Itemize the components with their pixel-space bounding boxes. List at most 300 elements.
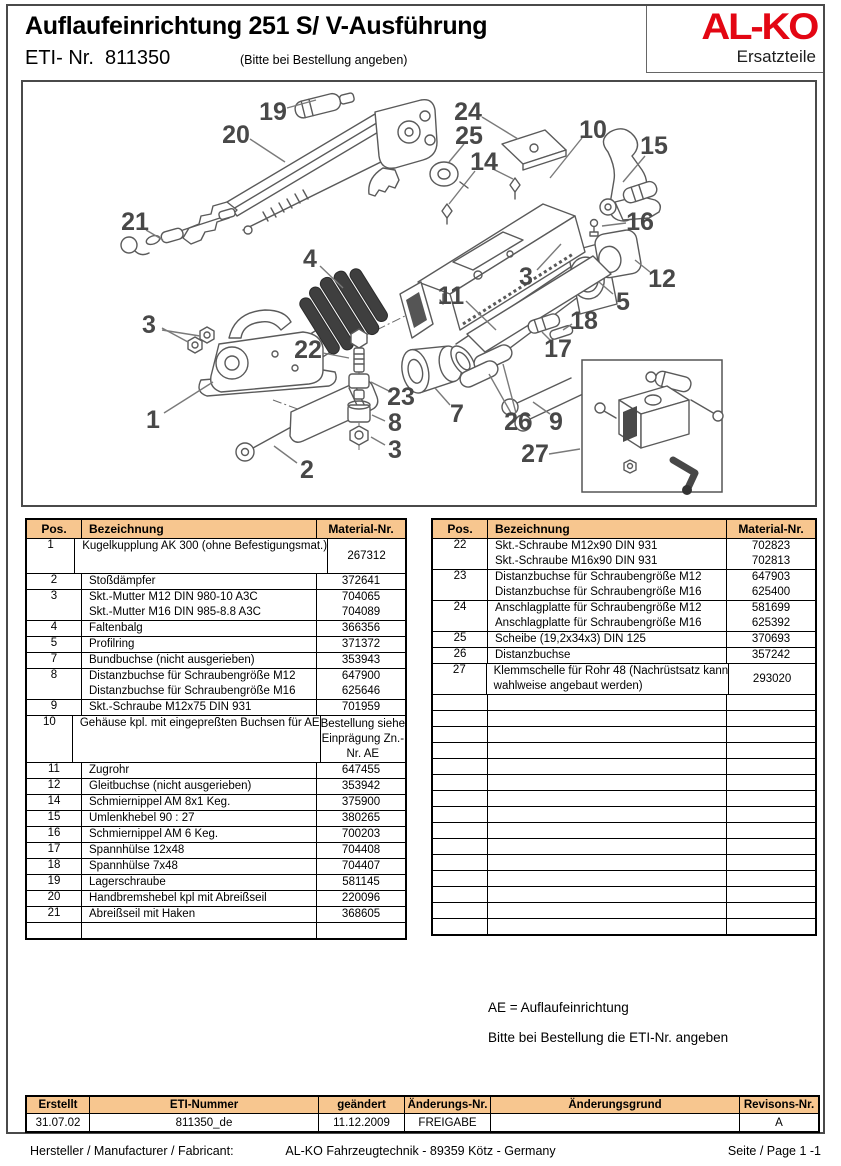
desc-cell: [488, 711, 727, 726]
desc-line: Umlenkhebel 90 : 27: [89, 812, 195, 824]
col-header-pos: Pos.: [433, 520, 488, 538]
material-cell: [727, 807, 815, 822]
callout-leader: [274, 446, 297, 463]
parts-row-empty: [433, 855, 815, 871]
parts-row-empty: [433, 871, 815, 887]
parts-row-empty: [433, 823, 815, 839]
pos-cell: 21: [27, 907, 82, 922]
desc-line: Handbremshebel kpl mit Abreißseil: [89, 892, 267, 904]
desc-cell: [488, 823, 727, 838]
document-page: [6, 4, 825, 1134]
material-cell: [727, 570, 815, 600]
material-line: 700203: [341, 828, 381, 840]
part-handbrake-lever: [183, 100, 437, 244]
material-cell: [317, 859, 405, 874]
material-line: 702813: [751, 555, 791, 567]
parts-row: [433, 601, 815, 632]
pos-cell: [433, 823, 488, 838]
desc-line: wahlweise angebaut werden): [493, 680, 643, 692]
parts-row: [27, 891, 405, 907]
revision-header-cell: Erstellt: [27, 1097, 90, 1113]
exploded-diagram: [23, 82, 815, 505]
desc-line: Scheibe (19,2x34x3) DIN 125: [495, 633, 646, 645]
parts-row: [27, 779, 405, 795]
material-cell: [727, 743, 815, 758]
material-line: 704407: [341, 860, 381, 872]
logo-subtitle: Ersatzteile: [736, 47, 816, 66]
parts-row: [27, 875, 405, 891]
page-title: Auflaufeinrichtung 251 S/ V-Ausführung: [25, 12, 488, 40]
parts-row: [27, 827, 405, 843]
material-cell: [317, 843, 405, 858]
parts-row-empty: [433, 919, 815, 934]
material-cell: [727, 601, 815, 631]
material-cell: [317, 653, 405, 668]
desc-cell: [82, 795, 317, 810]
material-cell: [317, 763, 405, 778]
material-line: 647455: [341, 764, 381, 776]
material-cell: [317, 827, 405, 842]
desc-cell: [488, 539, 727, 569]
material-cell: [317, 891, 405, 906]
parts-row: [27, 637, 405, 653]
material-cell: [727, 887, 815, 902]
revision-table: [25, 1095, 820, 1133]
pos-cell: [433, 807, 488, 822]
material-line: 366356: [341, 622, 381, 634]
desc-line: Spannhülse 12x48: [89, 844, 185, 856]
parts-tables: [25, 518, 821, 942]
alko-logo: AL-KO: [701, 6, 817, 47]
material-cell: [317, 875, 405, 890]
material-cell: [727, 775, 815, 790]
desc-line: Spannhülse 7x48: [89, 860, 178, 872]
parts-row: [27, 590, 405, 621]
callout-25: 25: [455, 122, 483, 150]
material-line: 353942: [341, 780, 381, 792]
material-line: Bestellung siehe: [320, 717, 405, 730]
material-cell: [317, 779, 405, 794]
desc-line: Skt.-Schraube M16x90 DIN 931: [495, 555, 658, 567]
pos-cell: 22: [433, 539, 488, 569]
desc-cell: [82, 923, 317, 938]
pos-cell: 10: [27, 716, 73, 762]
pos-cell: [433, 919, 488, 934]
desc-cell: [82, 779, 317, 794]
part-klemmschelle-inset: [582, 360, 723, 495]
revision-values-cell: 31.07.02: [27, 1114, 90, 1131]
parts-row-empty: [433, 775, 815, 791]
exploded-diagram-box: [21, 80, 817, 507]
parts-table-header: [27, 520, 405, 539]
material-cell: [328, 539, 405, 573]
revision-values-cell: 11.12.2009: [319, 1114, 405, 1131]
callout-11: 11: [437, 282, 465, 310]
part-scheibe: [430, 162, 468, 188]
material-cell: [727, 903, 815, 918]
callout-leader: [602, 223, 626, 226]
footer-company: AL-KO Fahrzeugtechnik - 89359 Kötz - Germany: [285, 1144, 556, 1158]
parts-row-empty: [433, 903, 815, 919]
material-cell: [317, 669, 405, 699]
callout-21: 21: [121, 208, 149, 236]
material-line: Nr. AE: [346, 747, 380, 760]
desc-line: Skt.-Schraube M12x90 DIN 931: [495, 540, 658, 552]
col-header-bezeichnung: Bezeichnung: [82, 520, 317, 538]
revision-header-cell: geändert: [319, 1097, 405, 1113]
pos-cell: [433, 695, 488, 710]
parts-row-empty: [433, 727, 815, 743]
revision-values-cell: A: [775, 1116, 783, 1129]
parts-row-empty: [433, 711, 815, 727]
desc-line: Faltenbalg: [89, 622, 143, 634]
desc-line: Zugrohr: [89, 764, 130, 776]
material-line: 702823: [751, 540, 791, 552]
material-cell: [317, 923, 405, 938]
logo-box: [646, 6, 823, 73]
pos-cell: [433, 855, 488, 870]
parts-row-empty: [433, 887, 815, 903]
desc-cell: [488, 727, 727, 742]
pos-cell: 3: [27, 590, 82, 620]
parts-row: [27, 700, 405, 716]
material-cell: [727, 759, 815, 774]
pos-cell: 26: [433, 648, 488, 663]
parts-row: [27, 653, 405, 669]
parts-row: [27, 621, 405, 637]
pos-cell: 9: [27, 700, 82, 715]
pos-cell: [433, 743, 488, 758]
revision-header-cell: Änderungs-Nr.: [405, 1097, 491, 1113]
material-cell: [321, 716, 405, 762]
revision-header-cell: Revisons-Nr.: [743, 1099, 815, 1111]
material-line: 353943: [341, 654, 381, 666]
callout-10: 10: [579, 116, 607, 144]
callout-leader: [371, 437, 385, 445]
pos-cell: 2: [27, 574, 82, 589]
callout-3: 3: [519, 263, 533, 291]
parts-table-header: [433, 520, 815, 539]
pos-cell: [433, 791, 488, 806]
desc-line: Distanzbuchse für Schraubengröße M12: [495, 571, 702, 583]
material-line: 372641: [341, 575, 381, 587]
material-line: 581145: [342, 876, 380, 888]
pos-cell: 18: [27, 859, 82, 874]
material-line: 704089: [341, 606, 381, 618]
material-cell: [317, 637, 405, 652]
callout-9: 9: [549, 408, 563, 436]
desc-cell: [82, 700, 317, 715]
parts-table-left: [25, 518, 407, 940]
callout-1: 1: [146, 406, 160, 434]
desc-line: Profilring: [89, 638, 135, 650]
pos-cell: 4: [27, 621, 82, 636]
desc-cell: [488, 648, 727, 663]
pos-cell: [433, 727, 488, 742]
desc-cell: [73, 716, 321, 762]
callout-leader: [533, 402, 550, 414]
material-cell: [317, 811, 405, 826]
material-cell: [317, 574, 405, 589]
footer-page: Seite / Page 1 -1: [727, 1144, 821, 1158]
callout-leader: [482, 117, 518, 139]
callout-24: 24: [454, 98, 482, 126]
desc-line: Gehäuse kpl. mit eingepreßten Buchsen für AE: [79, 717, 320, 729]
callout-leader: [435, 388, 450, 405]
parts-row-empty: [433, 791, 815, 807]
desc-line: Klemmschelle für Rohr 48 (Nachrüstsatz kann: [493, 665, 729, 677]
desc-cell: [82, 653, 317, 668]
callout-4: 4: [303, 245, 317, 273]
callout-26: 26: [504, 408, 532, 436]
note-ae: AE = Auflaufeinrichtung: [488, 1000, 629, 1015]
parts-row: [27, 716, 405, 763]
material-line: 370693: [751, 633, 791, 645]
callout-7: 7: [450, 400, 464, 428]
pos-cell: [433, 759, 488, 774]
desc-cell: [82, 621, 317, 636]
material-cell: [727, 711, 815, 726]
desc-cell: [82, 590, 317, 620]
parts-table-right: [431, 518, 817, 936]
desc-line: Distanzbuchse: [495, 649, 571, 661]
desc-cell: [488, 855, 727, 870]
pos-cell: 27: [433, 664, 487, 694]
material-cell: [729, 664, 815, 694]
callout-3: 3: [142, 311, 156, 339]
pos-cell: [433, 839, 488, 854]
material-line: 701959: [341, 701, 381, 713]
pos-cell: 16: [27, 827, 82, 842]
material-cell: [727, 855, 815, 870]
material-cell: [727, 839, 815, 854]
note-order: Bitte bei Bestellung die ETI-Nr. angeben: [488, 1030, 729, 1045]
desc-line: Schmiernippel AM 6 Keg.: [89, 828, 219, 840]
callout-leader: [164, 382, 213, 413]
pos-cell: 8: [27, 669, 82, 699]
parts-row: [27, 539, 405, 574]
material-line: 368605: [341, 908, 381, 920]
parts-row: [27, 843, 405, 859]
part-schmiernippel-16: [590, 220, 598, 237]
material-cell: [317, 590, 405, 620]
parts-row: [27, 859, 405, 875]
parts-row: [27, 574, 405, 590]
callout-17: 17: [544, 335, 572, 363]
desc-line: Stoßdämpfer: [89, 575, 156, 587]
pos-cell: [433, 711, 488, 726]
parts-row: [433, 632, 815, 648]
pos-cell: 19: [27, 875, 82, 890]
desc-cell: [488, 839, 727, 854]
revision-values-cell: 811350_de: [90, 1114, 319, 1131]
eti-number: ETI- Nr. 811350: [25, 47, 171, 69]
material-line: Einprägung Zn.-: [321, 732, 405, 745]
material-cell: [727, 727, 815, 742]
parts-row: [433, 648, 815, 664]
pos-cell: [27, 923, 82, 938]
col-header-bezeichnung: Bezeichnung: [488, 520, 727, 538]
revision-header-cell: Änderungsgrund: [491, 1097, 740, 1113]
desc-cell: [82, 891, 317, 906]
callout-19: 19: [259, 98, 287, 126]
pos-cell: [433, 775, 488, 790]
desc-cell: [82, 811, 317, 826]
desc-line: Distanzbuchse für Schraubengröße M16: [89, 685, 296, 697]
parts-row: [433, 570, 815, 601]
desc-cell: [488, 570, 727, 600]
col-header-pos: Pos.: [27, 520, 82, 538]
desc-line: Anschlagplatte für Schraubengröße M16: [495, 617, 702, 629]
desc-cell: [82, 763, 317, 778]
callout-leader: [372, 415, 385, 421]
desc-cell: [488, 903, 727, 918]
material-line: 375900: [341, 796, 381, 808]
callout-12: 12: [648, 265, 676, 293]
parts-row: [27, 907, 405, 923]
material-cell: [727, 791, 815, 806]
material-line: 357242: [751, 649, 791, 661]
desc-cell: [82, 875, 317, 890]
desc-line: Bundbuchse (nicht ausgerieben): [89, 654, 255, 666]
desc-cell: [488, 743, 727, 758]
material-cell: [727, 648, 815, 663]
desc-cell: [488, 632, 727, 647]
callout-14: 14: [470, 148, 498, 176]
desc-cell: [75, 539, 328, 573]
material-line: 704065: [341, 591, 381, 603]
desc-cell: [82, 859, 317, 874]
parts-row-empty: [433, 839, 815, 855]
parts-row-empty: [27, 923, 405, 938]
footer-manufacturer-label: Hersteller / Manufacturer / Fabricant:: [30, 1144, 234, 1158]
pos-cell: 1: [27, 539, 75, 573]
material-cell: [317, 700, 405, 715]
revision-values-cell: [491, 1114, 740, 1131]
pos-cell: 24: [433, 601, 488, 631]
callout-15: 15: [640, 132, 668, 160]
material-line: 647900: [341, 670, 381, 682]
material-cell: [727, 871, 815, 886]
material-line: 220096: [341, 892, 381, 904]
desc-cell: [488, 759, 727, 774]
material-line: 625400: [751, 586, 791, 598]
desc-line: Abreißseil mit Haken: [89, 908, 196, 920]
pos-cell: 20: [27, 891, 82, 906]
parts-row: [27, 669, 405, 700]
callout-27: 27: [521, 440, 549, 468]
part-anschlagplatte: [502, 130, 566, 170]
pos-cell: 5: [27, 637, 82, 652]
desc-line: Gleitbuchse (nicht ausgerieben): [89, 780, 252, 792]
col-header-material: Material-Nr.: [328, 522, 394, 536]
desc-line: Kugelkupplung AK 300 (ohne Befestigungsmat.): [82, 540, 328, 552]
revision-header: [27, 1097, 818, 1114]
pos-cell: 23: [433, 570, 488, 600]
parts-row: [27, 763, 405, 779]
pos-cell: 17: [27, 843, 82, 858]
desc-line: Schmiernippel AM 8x1 Keg.: [89, 796, 231, 808]
desc-line: Distanzbuchse für Schraubengröße M16: [495, 586, 702, 598]
eti-note: (Bitte bei Bestellung angeben): [240, 53, 408, 67]
callout-8: 8: [388, 409, 402, 437]
desc-cell: [82, 843, 317, 858]
callout-leader: [549, 449, 580, 454]
revision-header-cell: ETI-Nummer: [90, 1097, 319, 1113]
pos-cell: [433, 887, 488, 902]
desc-cell: [488, 887, 727, 902]
pos-cell: 12: [27, 779, 82, 794]
material-cell: [317, 621, 405, 636]
pos-cell: 7: [27, 653, 82, 668]
pos-cell: [433, 903, 488, 918]
callout-5: 5: [616, 288, 630, 316]
desc-line: Distanzbuchse für Schraubengröße M12: [89, 670, 296, 682]
parts-row-empty: [433, 807, 815, 823]
desc-cell: [488, 695, 727, 710]
material-line: 581699: [751, 602, 791, 614]
desc-cell: [82, 907, 317, 922]
material-line: 371372: [341, 638, 381, 650]
pos-cell: 14: [27, 795, 82, 810]
desc-cell: [488, 871, 727, 886]
desc-cell: [488, 791, 727, 806]
material-line: 267312: [347, 549, 386, 562]
desc-cell: [82, 827, 317, 842]
material-cell: [727, 919, 815, 934]
callout-20: 20: [222, 121, 250, 149]
desc-cell: [487, 664, 730, 694]
callout-leader: [250, 139, 285, 162]
desc-cell: [488, 807, 727, 822]
callout-22: 22: [294, 336, 322, 364]
desc-cell: [82, 574, 317, 589]
material-cell: [727, 695, 815, 710]
desc-line: Anschlagplatte für Schraubengröße M12: [495, 602, 702, 614]
material-line: 704408: [341, 844, 381, 856]
part-nuts-3-left: [188, 327, 214, 353]
parts-row: [27, 795, 405, 811]
callout-23: 23: [387, 383, 415, 411]
callout-16: 16: [626, 208, 654, 236]
callout-18: 18: [570, 307, 598, 335]
footer-bar: [0, 1144, 841, 1164]
desc-line: Skt.-Mutter M16 DIN 985-8.8 A3C: [89, 606, 261, 618]
col-header-material: Material-Nr.: [738, 522, 804, 536]
desc-cell: [488, 775, 727, 790]
pos-cell: 15: [27, 811, 82, 826]
pos-cell: 25: [433, 632, 488, 647]
callout-leader: [162, 330, 200, 336]
desc-cell: [488, 919, 727, 934]
revision-values-cell: FREIGABE: [405, 1114, 491, 1131]
part-schmiernippel-14: [442, 178, 520, 224]
parts-row: [433, 664, 815, 695]
desc-line: Lagerschraube: [89, 876, 166, 888]
material-line: 380265: [341, 812, 381, 824]
parts-row-empty: [433, 695, 815, 711]
material-line: 293020: [752, 672, 792, 685]
pos-cell: 11: [27, 763, 82, 778]
desc-cell: [488, 601, 727, 631]
material-cell: [317, 795, 405, 810]
material-cell: [727, 823, 815, 838]
material-line: 625392: [751, 617, 791, 629]
callout-2: 2: [300, 456, 314, 484]
material-cell: [727, 632, 815, 647]
desc-line: Skt.-Schraube M12x75 DIN 931: [89, 701, 252, 713]
desc-line: Skt.-Mutter M12 DIN 980-10 A3C: [89, 591, 258, 603]
